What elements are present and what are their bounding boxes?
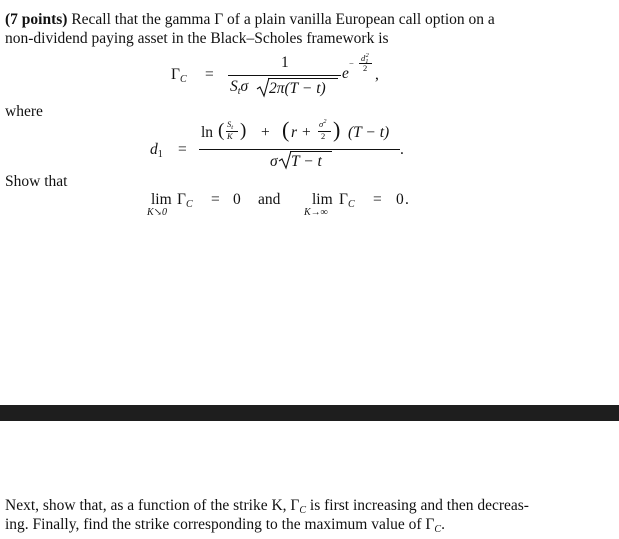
d1-plus: +	[261, 124, 270, 141]
intro-line-1-text: Recall that the gamma Γ of a plain vanilla European call option on a	[71, 11, 495, 28]
lim1-value: 0	[233, 191, 241, 208]
d1-ln-num: $S_t$	[227, 119, 234, 131]
d1-paren-open-1: (	[218, 120, 225, 141]
d1-ln-den: K	[227, 131, 233, 141]
sqrt-sign-icon	[257, 77, 269, 99]
gamma-exp-base: e	[342, 65, 349, 82]
d1-equals: =	[178, 141, 187, 158]
d1-lhs: $d_1$	[150, 141, 163, 160]
gamma-exp-num: $d_1^2$	[361, 52, 369, 65]
gamma-radicand: 2π(T − t)	[269, 80, 326, 97]
gamma-numerator: 1	[281, 54, 289, 71]
d1-den-sigma: σ	[270, 153, 278, 170]
gamma-exp-minus: −	[349, 58, 354, 68]
d1-den-radicand: T − t	[291, 153, 322, 170]
closing-line-1: Next, show that, as a function of the strike K, $\Gamma_C$ is first increasing and then decreas-	[5, 497, 529, 516]
d1-radical-bar	[290, 151, 332, 152]
d1-sigma-den: 2	[321, 131, 326, 141]
gamma-radical-bar	[268, 78, 338, 79]
intro-line-1	[5, 10, 495, 29]
show-that-label: Show that	[5, 173, 68, 190]
gamma-exp-den: 2	[363, 63, 368, 73]
d1-trailing-period: .	[400, 141, 404, 158]
gamma-lhs: $\Gamma_C$	[171, 66, 187, 85]
lim1-expr: $\Gamma_C$	[177, 191, 193, 210]
points-label: (7 points)	[5, 11, 68, 28]
lim1-equals: =	[211, 191, 220, 208]
sqrt-sign-icon	[279, 150, 291, 170]
d1-paren-close-2: )	[333, 117, 341, 142]
lim2-word: lim	[312, 191, 333, 208]
d1-fraction-bar	[199, 149, 400, 150]
d1-paren-open-2: (	[282, 117, 290, 142]
lim2-equals: =	[373, 191, 382, 208]
lim2-trailing: .	[405, 191, 409, 208]
closing-line-2: ing. Finally, find the strike corresponding to the maximum value of $\Gamma_C$.	[5, 516, 445, 535]
d1-time-factor: (T − t)	[348, 124, 390, 141]
gamma-fraction-bar	[228, 75, 341, 76]
intro-line-2: non-dividend paying asset in the Black–Scholes framework is	[5, 30, 389, 47]
d1-ln: ln	[201, 124, 214, 141]
gamma-trailing-comma: ,	[375, 66, 379, 83]
d1-paren-close-1: )	[240, 120, 247, 141]
d1-inner-plus: +	[302, 124, 311, 141]
and-word: and	[258, 191, 281, 208]
lim2-expr: $\Gamma_C$	[339, 191, 355, 210]
gamma-equals: =	[205, 66, 214, 83]
lim1-under: K↘0	[147, 207, 168, 218]
d1-r: r	[291, 124, 298, 141]
lim2-under: K→∞	[304, 207, 328, 218]
lim1-word: lim	[151, 191, 172, 208]
gamma-denominator: $S_t\sigma$	[230, 78, 249, 97]
where-label: where	[5, 103, 43, 120]
d1-sigma-num: $\sigma^2$	[319, 118, 327, 129]
lim2-value: 0	[396, 191, 404, 208]
page-separator-band	[0, 405, 619, 421]
